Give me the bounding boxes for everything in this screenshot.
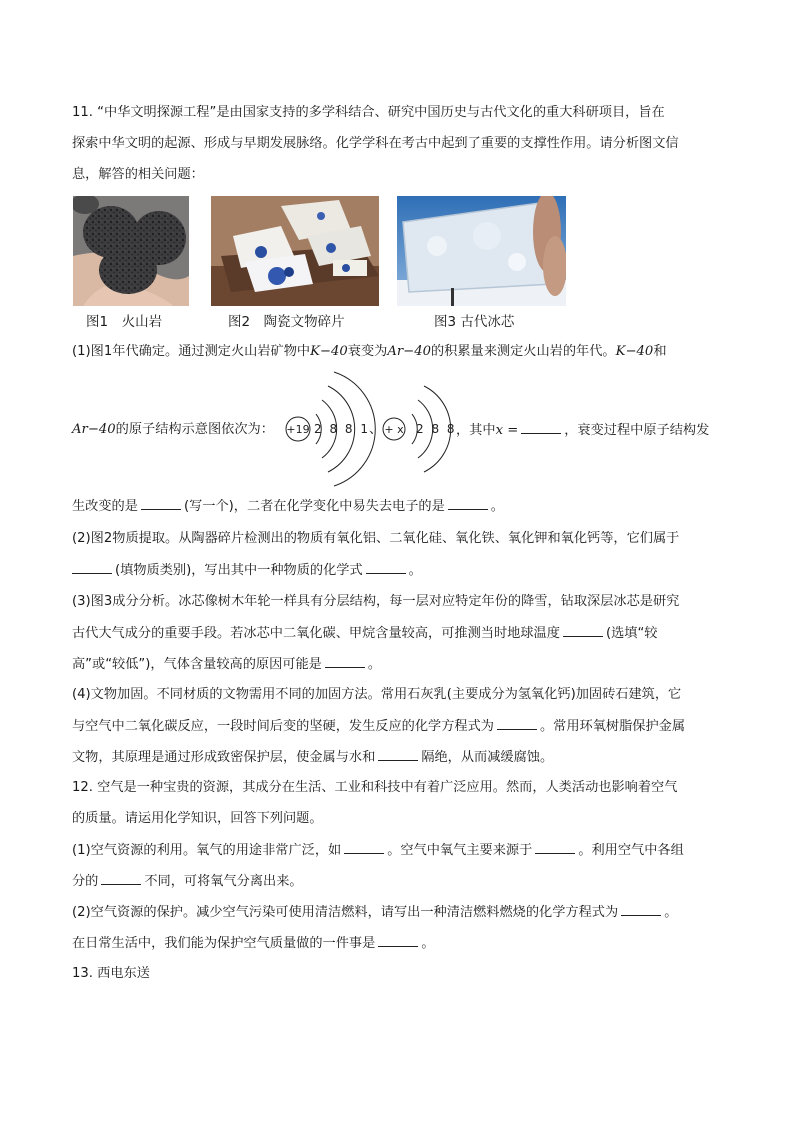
x-variable: x =	[495, 423, 519, 438]
k40-atom-structure-diagram	[284, 372, 374, 472]
answer-blank[interactable]	[344, 841, 384, 854]
q12-part2-text: (2)空气资源的保护。减少空气污染可使用清洁燃料，请写出一种清洁燃料燃烧的化学方程式为	[72, 905, 619, 920]
answer-blank[interactable]	[72, 561, 112, 574]
q13-heading: 13. 西电东送	[72, 966, 150, 981]
answer-blank[interactable]	[497, 717, 537, 730]
atom-separator: 、	[369, 422, 383, 437]
q11-part4-text: 与空气中二氧化碳反应，一段时间后变的坚硬，发生反应的化学方程式为	[72, 719, 494, 734]
ar40-symbol: Ar−40	[72, 422, 116, 437]
q12-part2-text: 。	[421, 936, 435, 951]
q12-part2-line-1	[72, 903, 677, 922]
q11-part4-line-3	[72, 748, 553, 767]
q11-part1-text: 。	[490, 499, 504, 514]
ar40-symbol: Ar−40	[387, 344, 431, 359]
q11-part2-text: 。	[408, 563, 422, 578]
q11-part4-line-2	[72, 717, 685, 736]
q11-part1-line-1	[72, 343, 667, 361]
q11-part3-text: 古代大气成分的重要手段。若冰芯中二氧化碳、甲烷含量较高，可推测当时地球温度	[72, 626, 560, 641]
answer-blank[interactable]	[101, 872, 141, 885]
q11-part3-text: (选填“较	[605, 626, 658, 641]
q11-part1-text: ，其中	[456, 423, 496, 438]
q11-part3-text: 。	[367, 657, 382, 672]
q11-part1-text: (写一个)，二者在化学变化中易失去电子的是	[183, 499, 445, 514]
atom1-nucleus: +19	[286, 423, 310, 436]
q12-intro-line-1: 12. 空气是一种宝贵的资源，其成分在生活、工业和科技中有着广泛应用。然而，人类活动也影响着空气	[72, 780, 678, 795]
q12-part1-line-2	[72, 872, 303, 891]
q11-part1-text: 生改变的是	[72, 499, 138, 514]
answer-blank[interactable]	[378, 934, 418, 947]
q11-part3-text: 高”或“较低”)，气体含量较高的原因可能是	[72, 657, 322, 672]
ice-core-photo	[397, 196, 566, 306]
q11-part1-text: (1)图1年代确定。通过测定火山岩矿物中	[72, 344, 311, 359]
q11-intro-line-2: 探索中华文明的起源、形成与早期发展脉络。化学学科在考古中起到了重要的支撑性作用。请分析图文信	[72, 136, 679, 151]
ceramic-shards-photo	[211, 196, 379, 306]
q11-part3-line-3	[72, 655, 381, 674]
q12-part2-text: 在日常生活中，我们能为保护空气质量做的一件事是	[72, 936, 376, 951]
q12-part2-text: 。	[664, 905, 678, 920]
answer-blank[interactable]	[535, 841, 575, 854]
answer-blank[interactable]	[521, 421, 561, 434]
answer-blank[interactable]	[448, 497, 488, 510]
q12-part1-text: 分的	[72, 874, 99, 889]
figure-2-caption: 图2 陶瓷文物碎片	[228, 314, 345, 330]
answer-blank[interactable]	[366, 561, 406, 574]
q12-part2-line-2	[72, 934, 435, 953]
q11-part2-text: (填物质类别)，写出其中一种物质的化学式	[115, 563, 363, 578]
q11-part3-line-1: (3)图3成分分析。冰芯像树木年轮一样具有分层结构，每一层对应特定年份的降雪，钻取深层冰芯是研究	[72, 594, 680, 609]
q11-part4-text: 文物，其原理是通过形成致密保护层，使金属与水和	[72, 750, 376, 765]
q12-intro-line-2: 的质量。请运用化学知识，回答下列问题。	[72, 811, 323, 826]
q11-part4-text: 。常用环氧树脂保护金属	[540, 719, 686, 734]
figure-3-caption: 图3 古代冰芯	[434, 314, 515, 330]
ar40-atom-structure-diagram	[382, 372, 462, 472]
q11-part1-text: 衰变为	[347, 344, 388, 359]
answer-blank[interactable]	[621, 903, 661, 916]
q12-part1-text: 。空气中氧气主要来源于	[387, 843, 533, 858]
volcanic-rock-photo	[73, 196, 189, 306]
atom2-nucleus: + x	[384, 423, 404, 436]
answer-blank[interactable]	[325, 655, 365, 668]
q11-part1-line-3	[72, 497, 504, 516]
q11-part1-text: 的原子结构示意图依次为：	[115, 422, 274, 437]
figure-1-caption: 图1 火山岩	[86, 314, 163, 330]
q11-part1-text: 的积累量来测定火山岩的年代。	[431, 344, 616, 359]
answer-blank[interactable]	[378, 748, 418, 761]
q11-part3-line-2	[72, 624, 657, 643]
q11-part4-text: 隔绝，从而减缓腐蚀。	[421, 750, 554, 765]
answer-blank[interactable]	[141, 497, 181, 510]
k40-symbol: K−40	[615, 344, 654, 359]
atom1-shells: 2 8 8 1	[314, 422, 370, 436]
q12-part1-text: 。利用空气中各组	[578, 843, 684, 858]
q11-part4-line-1: (4)文物加固。不同材质的文物需用不同的加固方法。常用石灰乳(主要成分为氢氧化钙)加固砖石建筑，它	[72, 687, 682, 702]
q12-part1-text: 不同，可将氧气分离出来。	[144, 874, 303, 889]
q11-part1-line-2a	[72, 421, 274, 439]
k40-symbol: K−40	[310, 344, 348, 359]
answer-blank[interactable]	[563, 624, 603, 637]
q11-intro-line-3: 息，解答的相关问题：	[72, 167, 204, 182]
q12-part1-text: (1)空气资源的利用。氧气的用途非常广泛，如	[72, 843, 342, 858]
q11-part2-line-2	[72, 561, 422, 580]
q12-part1-line-1	[72, 841, 684, 860]
q11-part1-line-2b	[456, 421, 709, 440]
q11-part1-text: 和	[653, 344, 667, 359]
q11-part2-line-1: (2)图2物质提取。从陶器碎片检测出的物质有氧化铝、二氧化硅、氧化铁、氧化钾和氧化钙等，它们属于	[72, 531, 680, 546]
atom2-shells: 2 8 8	[416, 422, 457, 436]
q11-intro-line-1: 11. “中华文明探源工程”是由国家支持的多学科结合、研究中国历史与古代文化的重大科研项目，旨在	[72, 105, 665, 120]
q11-part1-text: ，衰变过程中原子结构发	[564, 423, 710, 438]
